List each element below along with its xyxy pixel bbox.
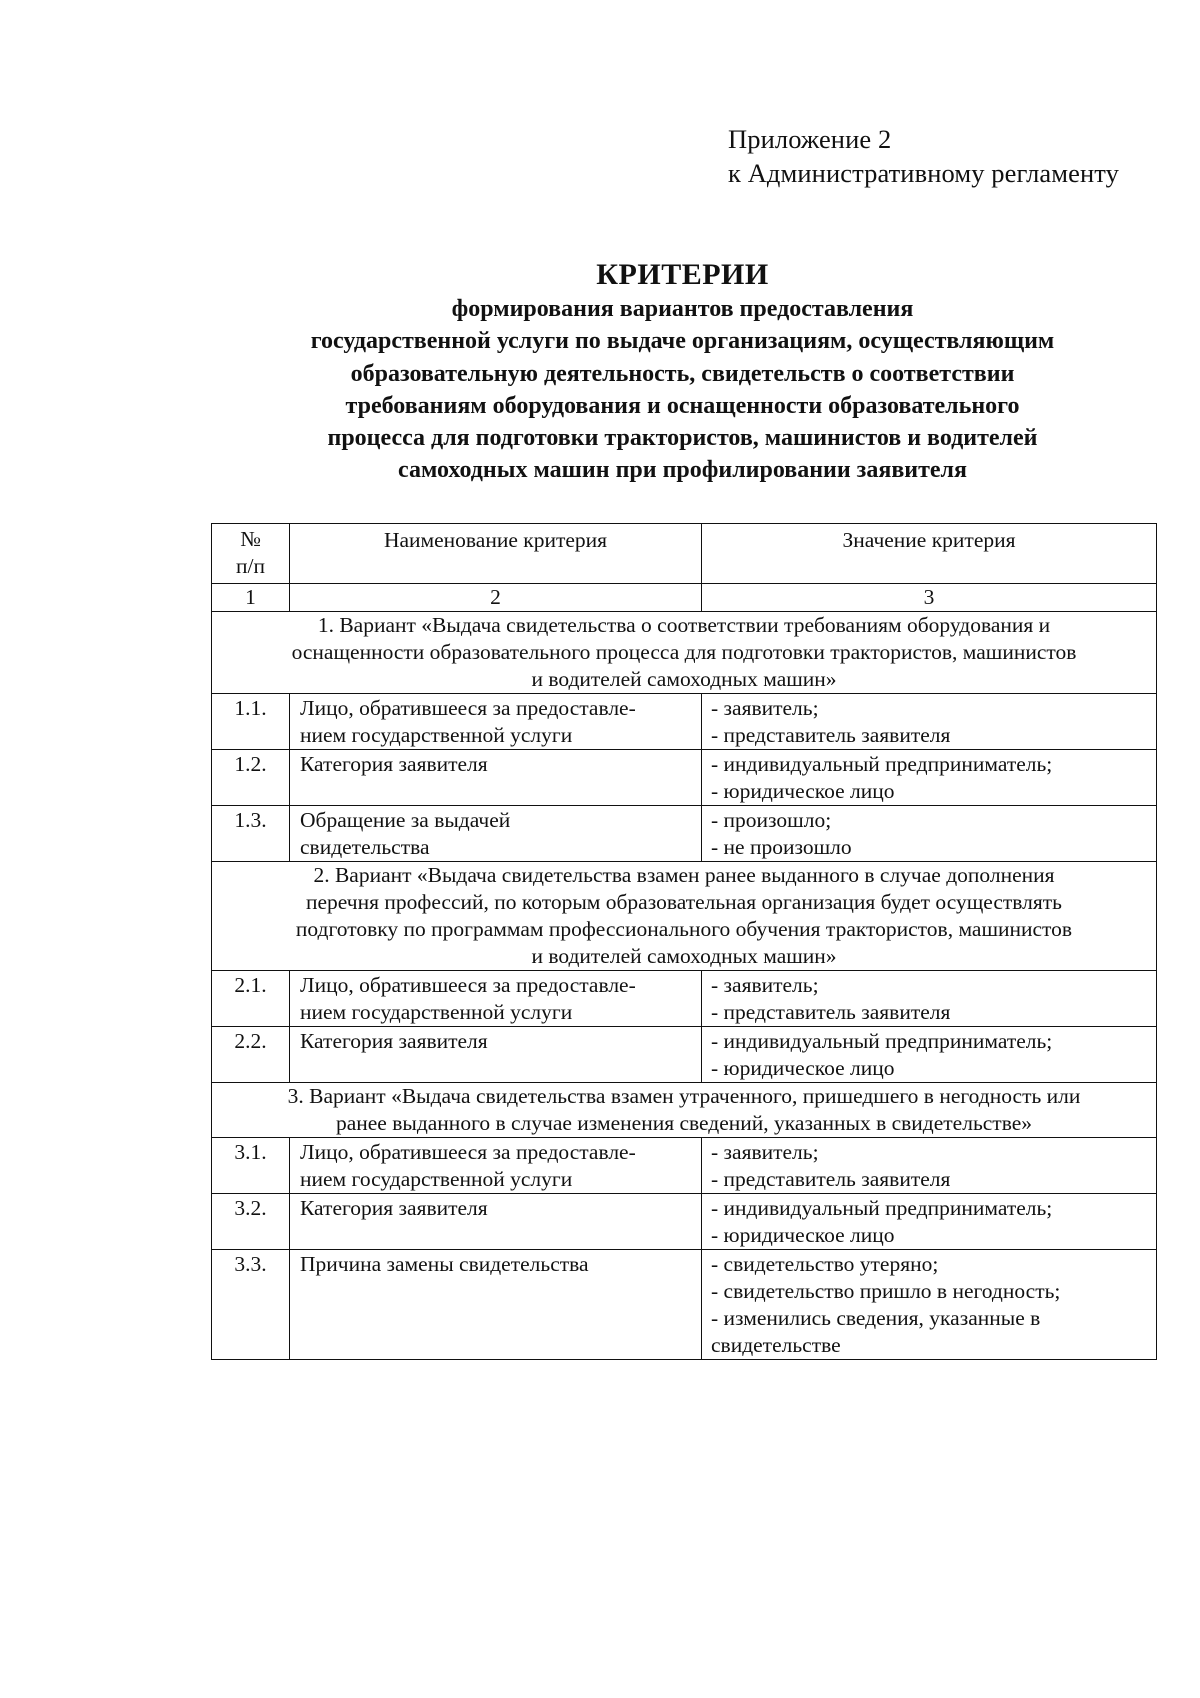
criterion-name: [290, 1138, 702, 1194]
variant-heading: [212, 862, 1157, 971]
table-row: [212, 1194, 1157, 1250]
table-row: [212, 750, 1157, 806]
variant-heading: [212, 612, 1157, 694]
criterion-value: [702, 806, 1157, 862]
criterion-name-line: нием государственной услуги: [300, 1000, 573, 1024]
variant-heading-line: и водителей самоходных машин»: [531, 667, 837, 691]
row-number: 2.1.: [212, 971, 290, 1027]
criterion-name-line: нием государственной услуги: [300, 1167, 573, 1191]
criteria-table: [211, 523, 1157, 1360]
variant-heading-line: перечня профессий, по которым образовательная организация будет осуществлять: [306, 890, 1062, 914]
criterion-name-line: Лицо, обратившееся за предоставле-: [300, 1140, 636, 1164]
column-index: 2: [290, 584, 702, 612]
appendix-note: [728, 122, 1119, 190]
table-row: [212, 806, 1157, 862]
criterion-value-line: - индивидуальный предприниматель;: [711, 752, 1053, 776]
criterion-name-line: Категория заявителя: [300, 1029, 488, 1053]
criterion-name: [290, 971, 702, 1027]
column-index: 3: [702, 584, 1157, 612]
criterion-value-line: - индивидуальный предприниматель;: [711, 1196, 1053, 1220]
title-line: образовательную деятельность, свидетельств о соответствии: [350, 360, 1015, 387]
criterion-value: [702, 1027, 1157, 1083]
title-line: требованиям оборудования и оснащенности образовательного: [345, 392, 1020, 419]
criterion-value-line: - изменились сведения, указанные в: [711, 1306, 1041, 1330]
header-criterion-name: Наименование критерия: [290, 524, 702, 584]
variant-heading-line: оснащенности образовательного процесса для подготовки трактористов, машинистов: [291, 640, 1077, 664]
variant-heading-line: ранее выданного в случае изменения сведений, указанных в свидетельстве»: [335, 1111, 1033, 1135]
row-number: 1.1.: [212, 694, 290, 750]
variant-heading: [212, 1083, 1157, 1138]
variant-heading-row: [212, 612, 1157, 694]
criterion-name-line: Категория заявителя: [300, 752, 488, 776]
variant-heading-line: 3. Вариант «Выдача свидетельства взамен утраченного, пришедшего в негодность или: [287, 1084, 1081, 1108]
title-line: формирования вариантов предоставления: [451, 296, 914, 322]
criterion-value-line: - представитель заявителя: [711, 1000, 951, 1024]
variant-heading-row: [212, 1083, 1157, 1138]
row-number: 3.2.: [212, 1194, 290, 1250]
appendix-number: Приложение 2: [728, 124, 892, 154]
criterion-name: [290, 1250, 702, 1360]
criterion-value-line: - свидетельство пришло в негодность;: [711, 1279, 1061, 1303]
criterion-value-line: - представитель заявителя: [711, 1167, 951, 1191]
title-subtitle: [200, 293, 1165, 487]
header-number-sign: №: [240, 527, 261, 551]
criterion-name-line: Обращение за выдачей: [300, 808, 511, 832]
criterion-name-line: Лицо, обратившееся за предоставле-: [300, 973, 636, 997]
criterion-name: [290, 694, 702, 750]
criterion-value: [702, 1250, 1157, 1360]
criterion-name: [290, 806, 702, 862]
criterion-value-line: - свидетельство утеряно;: [711, 1252, 939, 1276]
variant-heading-line: 2. Вариант «Выдача свидетельства взамен ранее выданного в случае дополнения: [313, 863, 1055, 887]
criterion-value-line: - юридическое лицо: [711, 779, 895, 803]
criterion-name-line: Причина замены свидетельства: [300, 1252, 589, 1276]
criterion-value: [702, 1138, 1157, 1194]
document-title: [200, 259, 1165, 487]
criterion-value-line: - не произошло: [711, 835, 852, 859]
variant-heading-line: подготовку по программам профессионального обучения трактористов, машинистов: [295, 917, 1073, 941]
header-criterion-value: Значение критерия: [702, 524, 1157, 584]
column-index-row: [212, 584, 1157, 612]
table-row: [212, 1138, 1157, 1194]
criterion-name-line: свидетельства: [300, 835, 430, 859]
row-number: 1.3.: [212, 806, 290, 862]
column-index: 1: [212, 584, 290, 612]
variant-heading-row: [212, 862, 1157, 971]
criterion-name: [290, 750, 702, 806]
header-number-abbr: п/п: [236, 554, 265, 578]
table-row: [212, 694, 1157, 750]
table-row: [212, 1250, 1157, 1360]
title-line: самоходных машин при профилировании заявителя: [398, 457, 967, 484]
criterion-value-line: - заявитель;: [711, 973, 819, 997]
table-row: [212, 971, 1157, 1027]
criterion-value-line: свидетельстве: [711, 1333, 841, 1357]
criterion-value-line: - заявитель;: [711, 696, 819, 720]
criterion-value-line: - юридическое лицо: [711, 1056, 895, 1080]
row-number: 1.2.: [212, 750, 290, 806]
row-number: 3.1.: [212, 1138, 290, 1194]
variant-heading-line: 1. Вариант «Выдача свидетельства о соответствии требованиям оборудования и: [317, 613, 1051, 637]
criterion-value-line: - произошло;: [711, 808, 832, 832]
criterion-value-line: - представитель заявителя: [711, 723, 951, 747]
row-number: 2.2.: [212, 1027, 290, 1083]
criterion-value: [702, 750, 1157, 806]
table-header-row: [212, 524, 1157, 584]
criterion-name-line: Категория заявителя: [300, 1196, 488, 1220]
criterion-value: [702, 1194, 1157, 1250]
title-line: процесса для подготовки трактористов, машинистов и водителей: [327, 425, 1038, 452]
title-line: государственной услуги по выдаче организациям, осуществляющим: [310, 328, 1055, 355]
table-row: [212, 1027, 1157, 1083]
row-number: 3.3.: [212, 1250, 290, 1360]
criterion-value: [702, 694, 1157, 750]
criterion-name-line: Лицо, обратившееся за предоставле-: [300, 696, 636, 720]
title-main: КРИТЕРИИ: [596, 258, 769, 291]
criterion-name: [290, 1194, 702, 1250]
criterion-name: [290, 1027, 702, 1083]
appendix-reference: к Административному регламенту: [728, 158, 1119, 188]
variant-heading-line: и водителей самоходных машин»: [531, 944, 837, 968]
criterion-value-line: - заявитель;: [711, 1140, 819, 1164]
header-number: [212, 524, 290, 584]
criterion-value-line: - индивидуальный предприниматель;: [711, 1029, 1053, 1053]
criterion-value-line: - юридическое лицо: [711, 1223, 895, 1247]
criterion-name-line: нием государственной услуги: [300, 723, 573, 747]
criterion-value: [702, 971, 1157, 1027]
